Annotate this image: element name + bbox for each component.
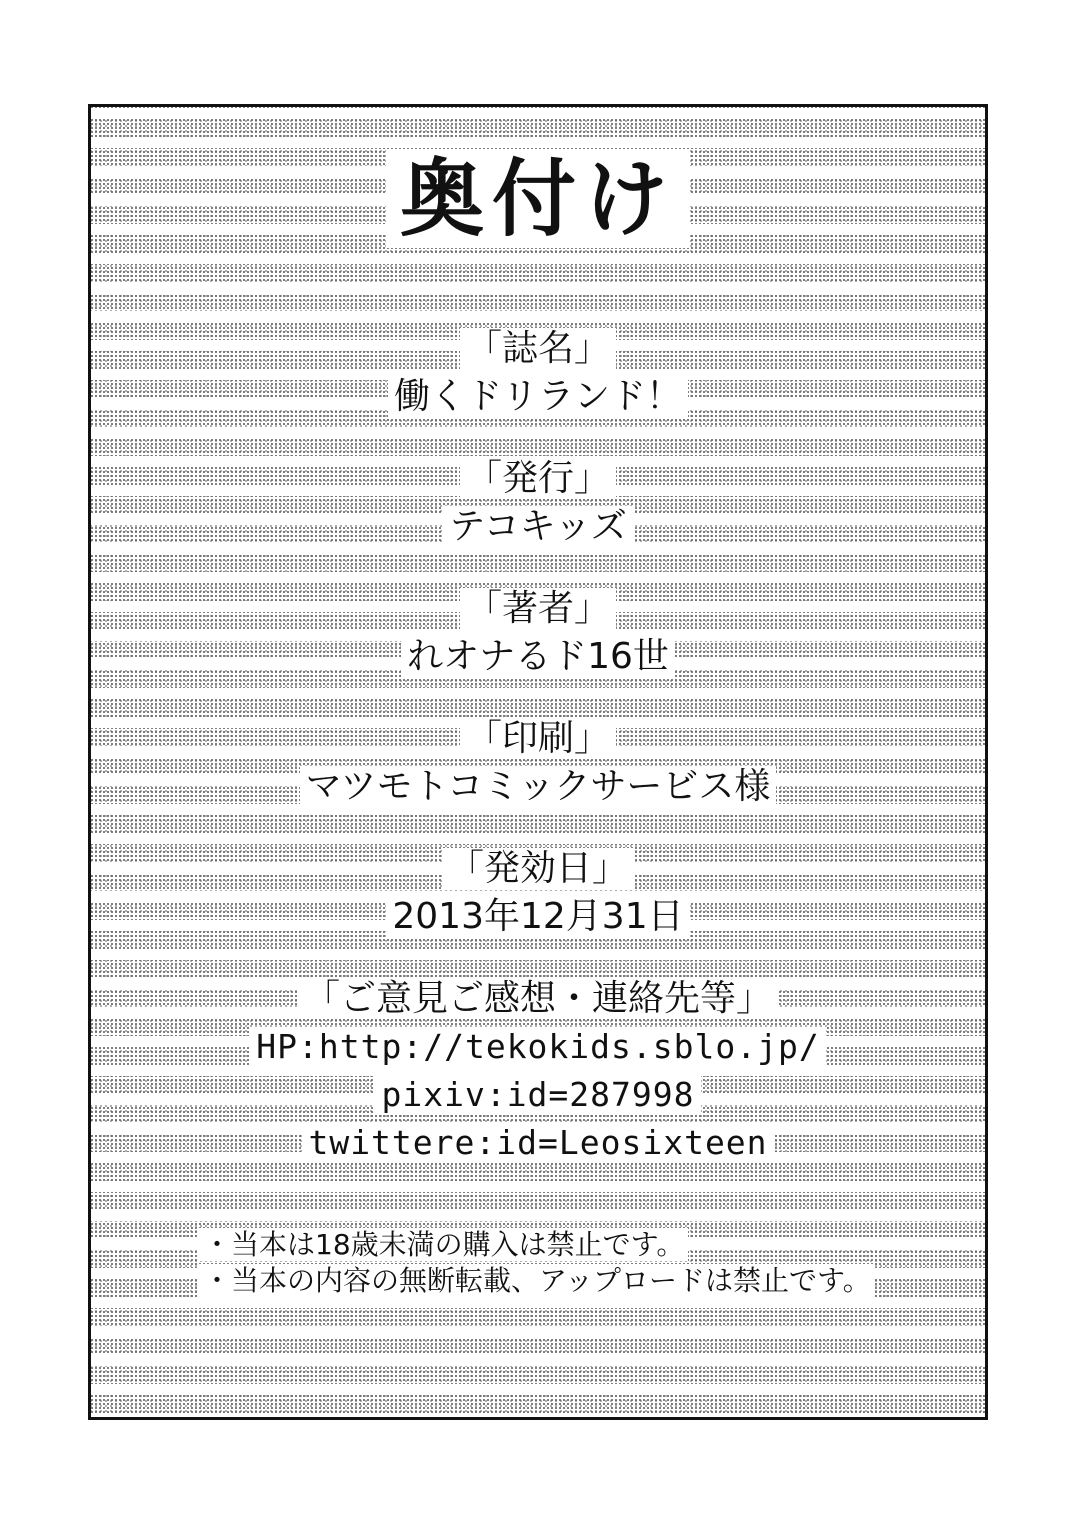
section-value: れオナるド16世	[91, 633, 985, 681]
section-author	[91, 585, 985, 681]
notice-age-restriction: ・当本は18歳未満の購入は禁止です。	[199, 1227, 875, 1263]
section-value: テコキッズ	[91, 503, 985, 551]
contact-homepage: HP:http://tekokids.sblo.jp/	[91, 1023, 985, 1071]
colophon-sections	[91, 325, 985, 1201]
section-label: 「発行」	[91, 455, 985, 503]
contact-twitter: twittere:id=Leosixteen	[91, 1119, 985, 1167]
colophon-frame	[88, 104, 988, 1420]
section-label: 「誌名」	[91, 325, 985, 373]
section-publisher	[91, 455, 985, 551]
section-magazine-name	[91, 325, 985, 421]
notice-no-reproduction: ・当本の内容の無断転載、アップロードは禁止です。	[199, 1263, 875, 1299]
section-value: マツモトコミックサービス様	[91, 763, 985, 811]
section-contact	[91, 975, 985, 1167]
section-printer	[91, 715, 985, 811]
section-label: 「著者」	[91, 585, 985, 633]
contact-pixiv: pixiv:id=287998	[91, 1071, 985, 1119]
section-label: 「発効日」	[91, 845, 985, 893]
section-label: 「印刷」	[91, 715, 985, 763]
notices	[199, 1227, 875, 1299]
page-title-text: 奥付け	[386, 150, 690, 248]
section-issue-date	[91, 845, 985, 941]
section-value: 働くドリランド！	[91, 373, 985, 421]
section-label: 「ご意見ご感想・連絡先等」	[91, 975, 985, 1023]
section-value: 2013年12月31日	[91, 893, 985, 941]
page-title	[91, 149, 985, 249]
